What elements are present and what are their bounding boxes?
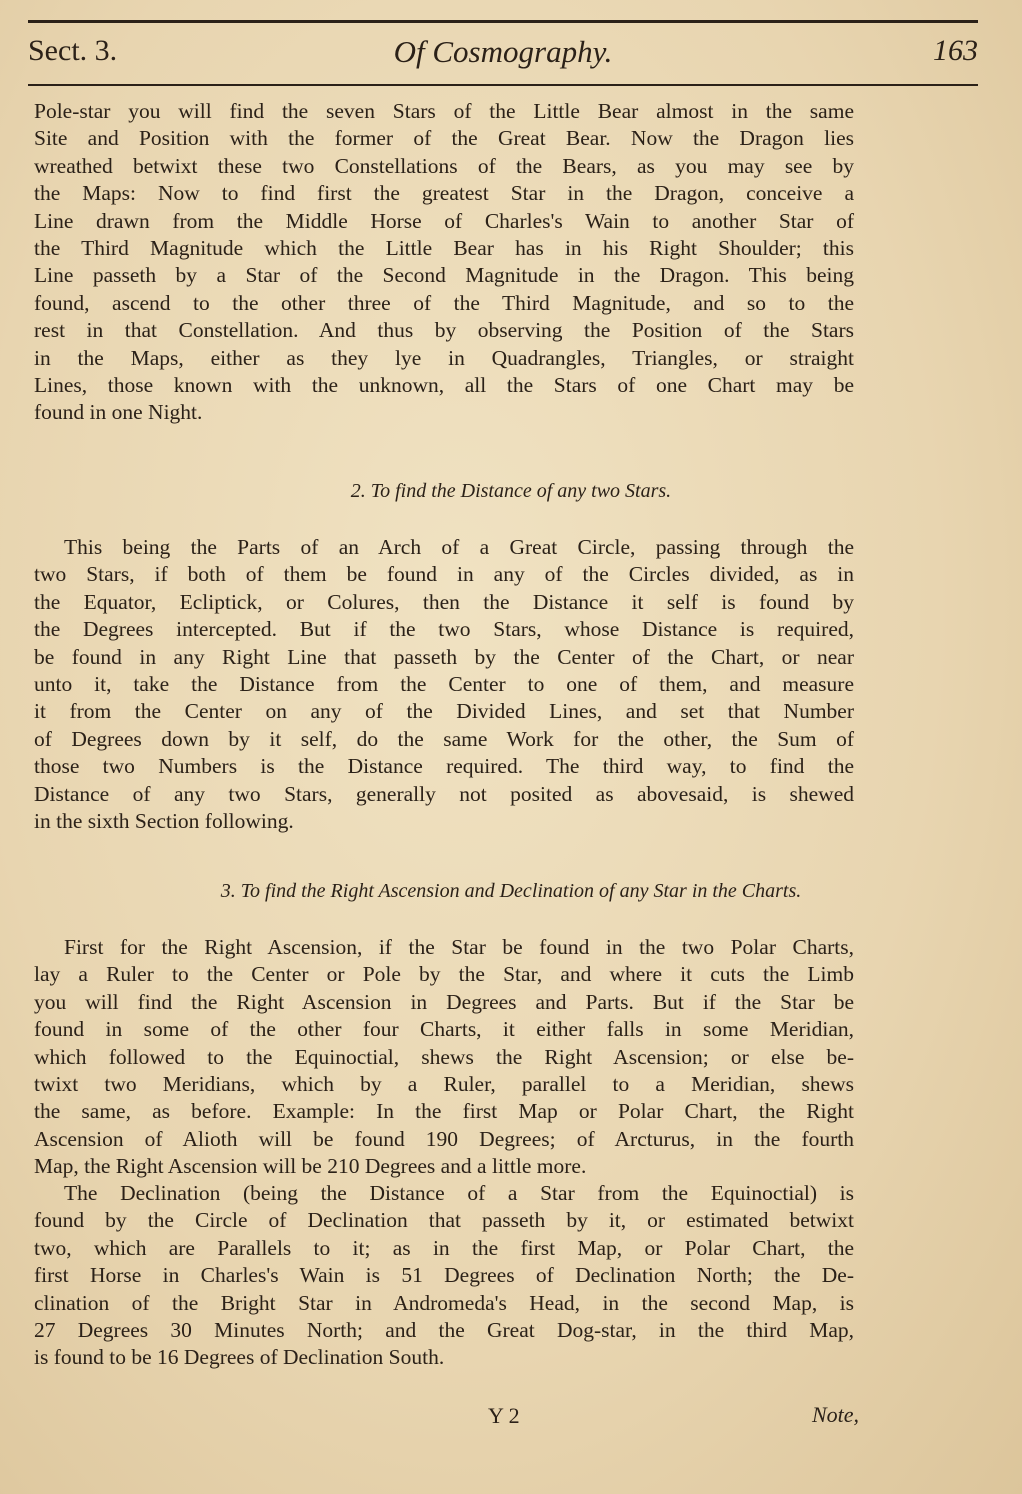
text-line: those two Numbers is the Distance required. The third way, to find the — [34, 754, 854, 779]
text-line: wreathed betwixt these two Constellations of the Bears, as you may see by — [34, 153, 854, 178]
text-line: the Maps: Now to find first the greatest Star in the Dragon, conceive a — [34, 181, 854, 206]
running-title: Of Cosmography. — [393, 34, 613, 69]
head-rule — [28, 84, 978, 86]
text-line: Ascension of Alioth will be found 190 Degrees; of Arcturus, in the fourth — [34, 1126, 854, 1151]
text-line: rest in that Constellation. And thus by observing the Position of the Stars — [34, 318, 854, 343]
text-line: the Equator, Ecliptick, or Colures, then the Distance it self is found by — [34, 589, 854, 614]
text-line: two, which are Parallels to it; as in the first Map, or Polar Chart, the — [34, 1235, 854, 1260]
text-line: Site and Position with the former of the Great Bear. Now the Dragon lies — [34, 126, 854, 151]
text-line: found, ascend to the other three of the Third Magnitude, and so to the — [34, 290, 854, 315]
text-line: Distance of any two Stars, generally not posited as abovesaid, is shewed — [34, 781, 854, 806]
text-line: you will find the Right Ascension in Degrees and Parts. But if the Star be — [34, 989, 854, 1014]
text-line: Pole-star you will find the seven Stars of the Little Bear almost in the same — [34, 99, 854, 123]
text-line: the same, as before. Example: In the first Map or Polar Chart, the Right — [34, 1099, 854, 1124]
paragraph-1 — [34, 98, 854, 427]
text-line: it from the Center on any of the Divided Lines, and set that Number — [34, 699, 854, 724]
text-line: unto it, take the Distance from the Center to one of them, and measure — [34, 671, 854, 696]
page-number: 163 — [933, 34, 978, 67]
text-line: in the Maps, either as they lye in Quadrangles, Triangles, or straight — [34, 345, 854, 370]
text-line: of Degrees down by it self, do the same Work for the other, the Sum of — [34, 726, 854, 751]
text-line: Map, the Right Ascension will be 210 Degrees and a little more. — [34, 1154, 587, 1179]
text-line: the Degrees intercepted. But if the two Stars, whose Distance is required, — [34, 617, 854, 642]
text-line: is found to be 16 Degrees of Declination South. — [34, 1345, 445, 1370]
text-line: found in some of the other four Charts, it either falls in some Meridian, — [34, 1017, 854, 1042]
text-line: two Stars, if both of them be found in any of the Circles divided, as in — [34, 562, 854, 587]
top-rule — [28, 20, 978, 23]
text-line: The Declination (being the Distance of a Star from the Equinoctial) is — [64, 1181, 854, 1205]
text-line: Line passeth by a Star of the Second Magnitude in the Dragon. This being — [34, 263, 854, 288]
paragraph-4 — [34, 1180, 854, 1372]
text-line: This being the Parts of an Arch of a Great Circle, passing through the — [64, 535, 854, 559]
text-line: Lines, those known with the unknown, all the Stars of one Chart may be — [34, 372, 854, 397]
text-line: in the sixth Section following. — [34, 808, 294, 833]
section-heading-3: 3. To find the Right Ascension and Declination of any Star in the Charts. — [220, 880, 802, 902]
text-line: found in one Night. — [34, 400, 203, 425]
running-head — [28, 34, 978, 78]
text-line: twixt two Meridians, which by a Ruler, parallel to a Meridian, shews — [34, 1071, 854, 1096]
text-line: which followed to the Equinoctial, shews the Right Ascension; or else be- — [34, 1044, 854, 1069]
paragraph-3 — [34, 934, 854, 1181]
paragraph-2 — [34, 534, 854, 835]
text-line: Line drawn from the Middle Horse of Charles's Wain to another Star of — [34, 208, 854, 233]
text-line: 27 Degrees 30 Minutes North; and the Great Dog-star, in the third Map, — [34, 1317, 854, 1342]
text-line: lay a Ruler to the Center or Pole by the Star, and where it cuts the Limb — [34, 962, 854, 987]
text-line: First for the Right Ascension, if the Star be found in the two Polar Charts, — [64, 935, 854, 959]
signature-mark: Y 2 — [488, 1403, 520, 1428]
text-line: the Third Magnitude which the Little Bear has in his Right Shoulder; this — [34, 235, 854, 260]
text-line: first Horse in Charles's Wain is 51 Degrees of Declination North; the De- — [34, 1263, 854, 1288]
text-line: clination of the Bright Star in Andromeda's Head, in the second Map, is — [34, 1290, 854, 1315]
text-line: be found in any Right Line that passeth by the Center of the Chart, or near — [34, 644, 854, 669]
section-heading-2: 2. To find the Distance of any two Stars. — [350, 480, 672, 502]
section-label: Sect. 3. — [28, 34, 118, 67]
catchword: Note, — [812, 1402, 860, 1427]
text-line: found by the Circle of Declination that passeth by it, or estimated betwixt — [34, 1208, 854, 1233]
